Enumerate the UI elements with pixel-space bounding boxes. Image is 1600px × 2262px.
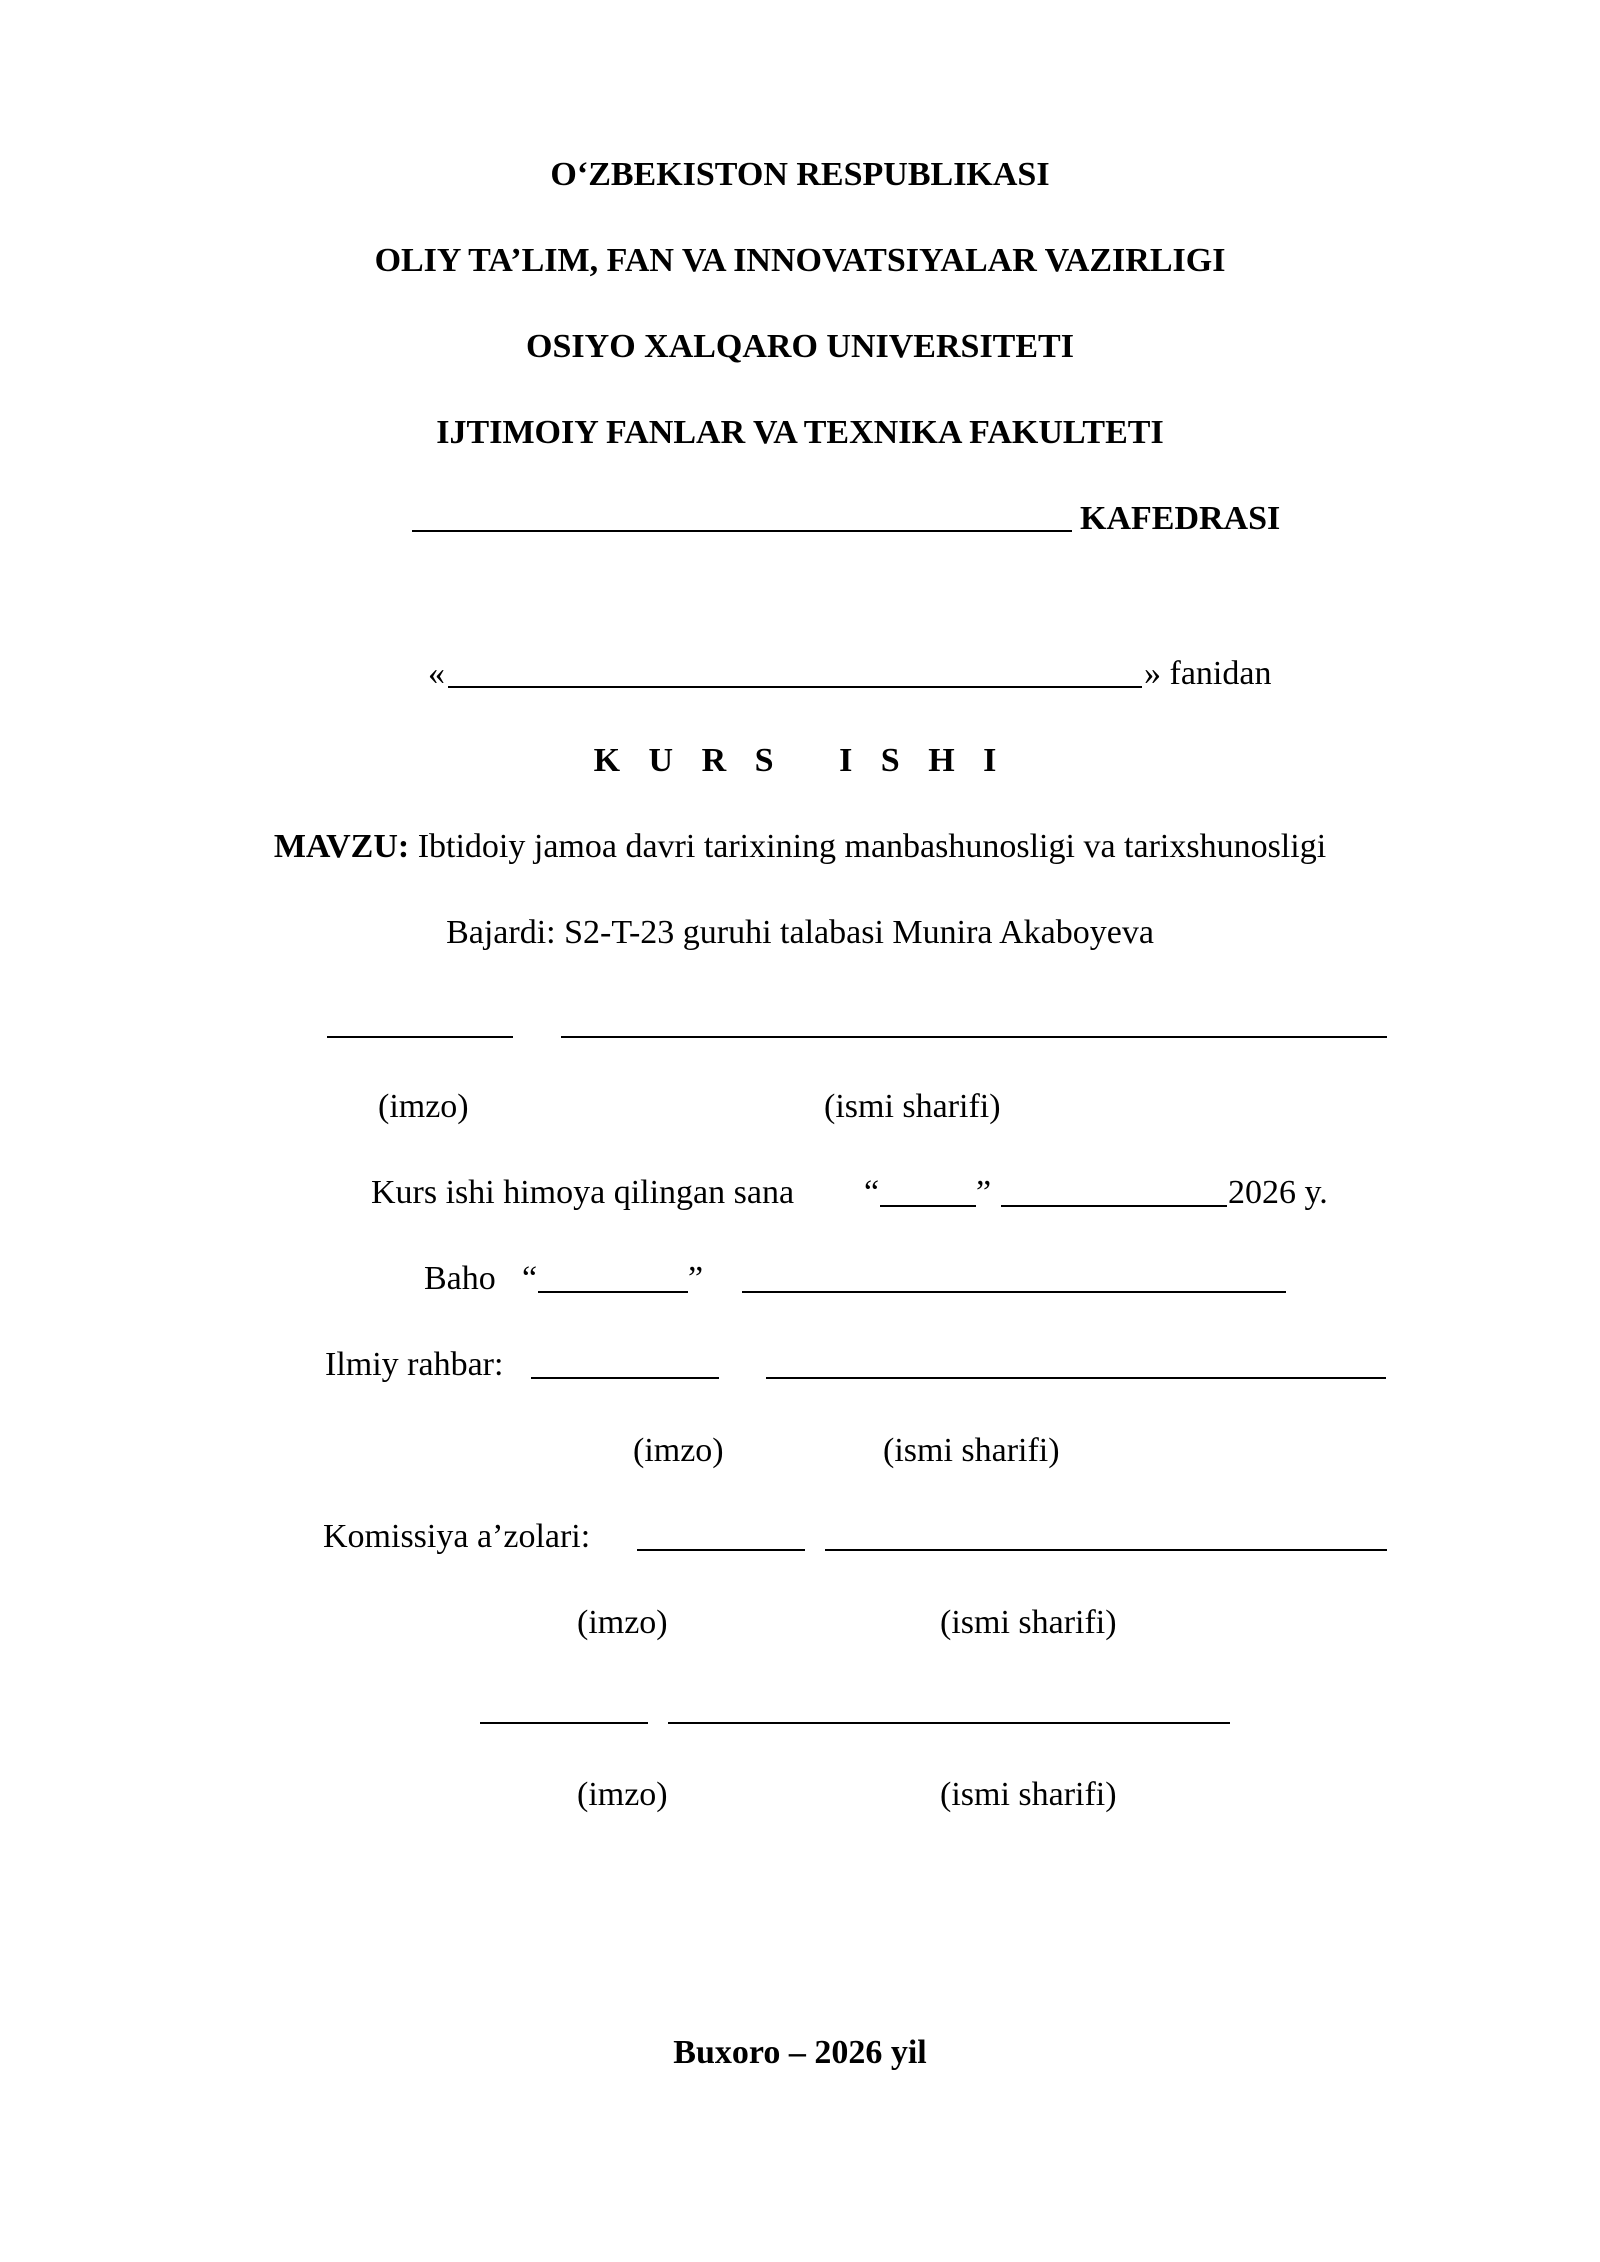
student-name-label: (ismi sharifi) bbox=[824, 1088, 1001, 1125]
defense-year: 2026 y. bbox=[1228, 1174, 1328, 1211]
defense-month-line bbox=[1001, 1205, 1227, 1207]
commission-1-name-line bbox=[825, 1549, 1387, 1551]
ministry-heading: OLIY TA’LIM, FAN VA INNOVATSIYALAR VAZIRLIGI bbox=[374, 242, 1226, 279]
student-signature-label: (imzo) bbox=[378, 1088, 469, 1125]
commission-label: Komissiya a’zolari: bbox=[323, 1518, 591, 1555]
republic-heading: O‘ZBEKISTON RESPUBLIKASI bbox=[550, 156, 1050, 193]
supervisor-name-label: (ismi sharifi) bbox=[883, 1432, 1060, 1469]
defense-date-label: Kurs ishi himoya qilingan sana bbox=[371, 1174, 795, 1211]
student-name-line bbox=[561, 1036, 1387, 1038]
subject-blank-line bbox=[448, 686, 1142, 688]
university-heading: OSIYO XALQARO UNIVERSITETI bbox=[526, 328, 1074, 365]
faculty-heading: IJTIMOIY FANLAR VA TEXNIKA FAKULTETI bbox=[436, 414, 1164, 451]
defense-quote-close: ” bbox=[976, 1174, 992, 1211]
commission-1-signature-label: (imzo) bbox=[577, 1604, 668, 1641]
topic-label: MAVZU: bbox=[273, 828, 410, 865]
supervisor-label: Ilmiy rahbar: bbox=[325, 1346, 504, 1383]
student-signature-line bbox=[327, 1036, 513, 1038]
work-type-title: K U R S I S H I bbox=[593, 742, 1007, 779]
commission-2-name-label: (ismi sharifi) bbox=[940, 1776, 1117, 1813]
subject-open-quote: « bbox=[428, 655, 445, 692]
grade-words-line bbox=[742, 1291, 1286, 1293]
topic-text: Ibtidoiy jamoa davri tarixining manbashunosligi va tarixshunosligi bbox=[409, 828, 1327, 865]
topic-line bbox=[0, 830, 1600, 864]
commission-1-name-label: (ismi sharifi) bbox=[940, 1604, 1117, 1641]
footer-city-year: Buxoro – 2026 yil bbox=[673, 2034, 927, 2071]
grade-value-line bbox=[538, 1291, 688, 1293]
supervisor-signature-label: (imzo) bbox=[633, 1432, 724, 1469]
supervisor-name-line bbox=[766, 1377, 1386, 1379]
department-suffix: KAFEDRASI bbox=[1080, 500, 1281, 537]
commission-2-signature-line bbox=[480, 1722, 648, 1724]
grade-quote-close: ” bbox=[688, 1260, 704, 1297]
grade-label: Baho bbox=[424, 1260, 496, 1297]
defense-quote-open: “ bbox=[864, 1174, 880, 1211]
subject-suffix: » fanidan bbox=[1144, 655, 1272, 692]
commission-1-signature-line bbox=[637, 1549, 805, 1551]
grade-quote-open: “ bbox=[522, 1260, 538, 1297]
performer-line: Bajardi: S2-T-23 guruhi talabasi Munira Akaboyeva bbox=[446, 914, 1154, 951]
commission-2-name-line bbox=[668, 1722, 1230, 1724]
defense-day-line bbox=[880, 1205, 976, 1207]
supervisor-signature-line bbox=[531, 1377, 719, 1379]
department-blank-line bbox=[412, 530, 1072, 532]
commission-2-signature-label: (imzo) bbox=[577, 1776, 668, 1813]
